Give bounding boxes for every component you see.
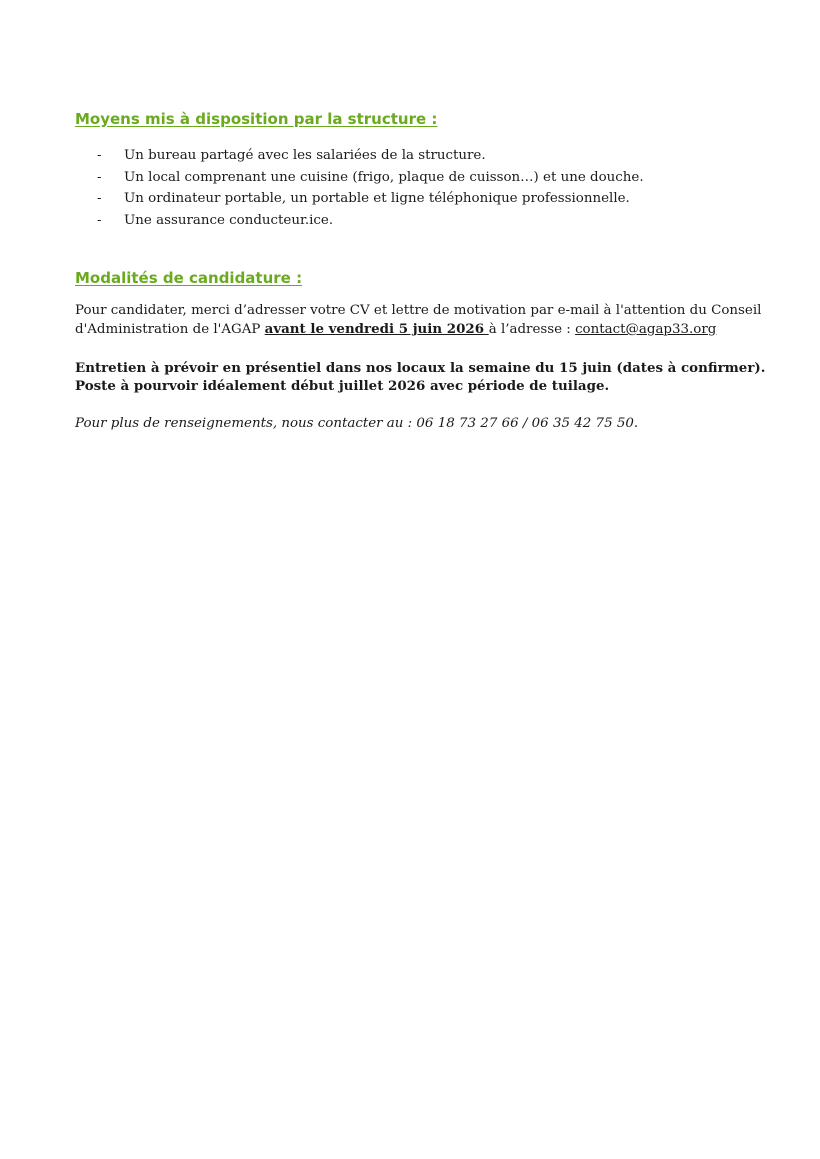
list-item <box>97 167 644 189</box>
means-list <box>97 145 644 232</box>
start-date-text: Poste à pourvoir idéalement début juillet 2026 avec période de tuilage. <box>75 378 610 394</box>
bullet-dash: - <box>97 213 102 229</box>
application-deadline: avant le vendredi 5 juin 2026 <box>264 321 489 337</box>
bullet-dash: - <box>97 169 102 185</box>
list-item-text: Un local comprenant une cuisine (frigo, plaque de cuisson…) et une douche. <box>124 169 644 185</box>
interview-text: Entretien à prévoir en présentiel dans nos locaux la semaine du 15 juin (dates à confirmer). <box>75 360 766 376</box>
application-line-2-prefix: d'Administration de l'AGAP <box>75 322 265 337</box>
bullet-dash: - <box>97 191 102 207</box>
list-item-text: Un bureau partagé avec les salariées de la structure. <box>124 148 486 163</box>
application-instructions <box>75 302 762 339</box>
list-item <box>97 210 644 232</box>
means-section-title: Moyens mis à disposition par la structure : <box>75 110 438 128</box>
list-item-text: Un ordinateur portable, un portable et ligne téléphonique professionnelle. <box>124 191 630 207</box>
application-line-2-middle: à l’adresse : <box>488 322 576 337</box>
application-line-1: Pour candidater, merci d’adresser votre CV et lettre de motivation par e-mail à l'attention du Conseil <box>75 303 762 318</box>
application-line-2 <box>75 320 746 339</box>
interview-info <box>75 359 766 395</box>
contact-info: Pour plus de renseignements, nous contacter au : 06 18 73 27 66 / 06 35 42 75 50. <box>75 416 639 431</box>
contact-email-link[interactable]: contact@agap33.org <box>575 322 717 337</box>
list-item <box>97 145 644 167</box>
list-item-text: Une assurance conducteur.ice. <box>124 213 334 229</box>
list-item <box>97 188 644 210</box>
application-section-title: Modalités de candidature : <box>75 269 303 287</box>
bullet-dash: - <box>97 148 102 163</box>
